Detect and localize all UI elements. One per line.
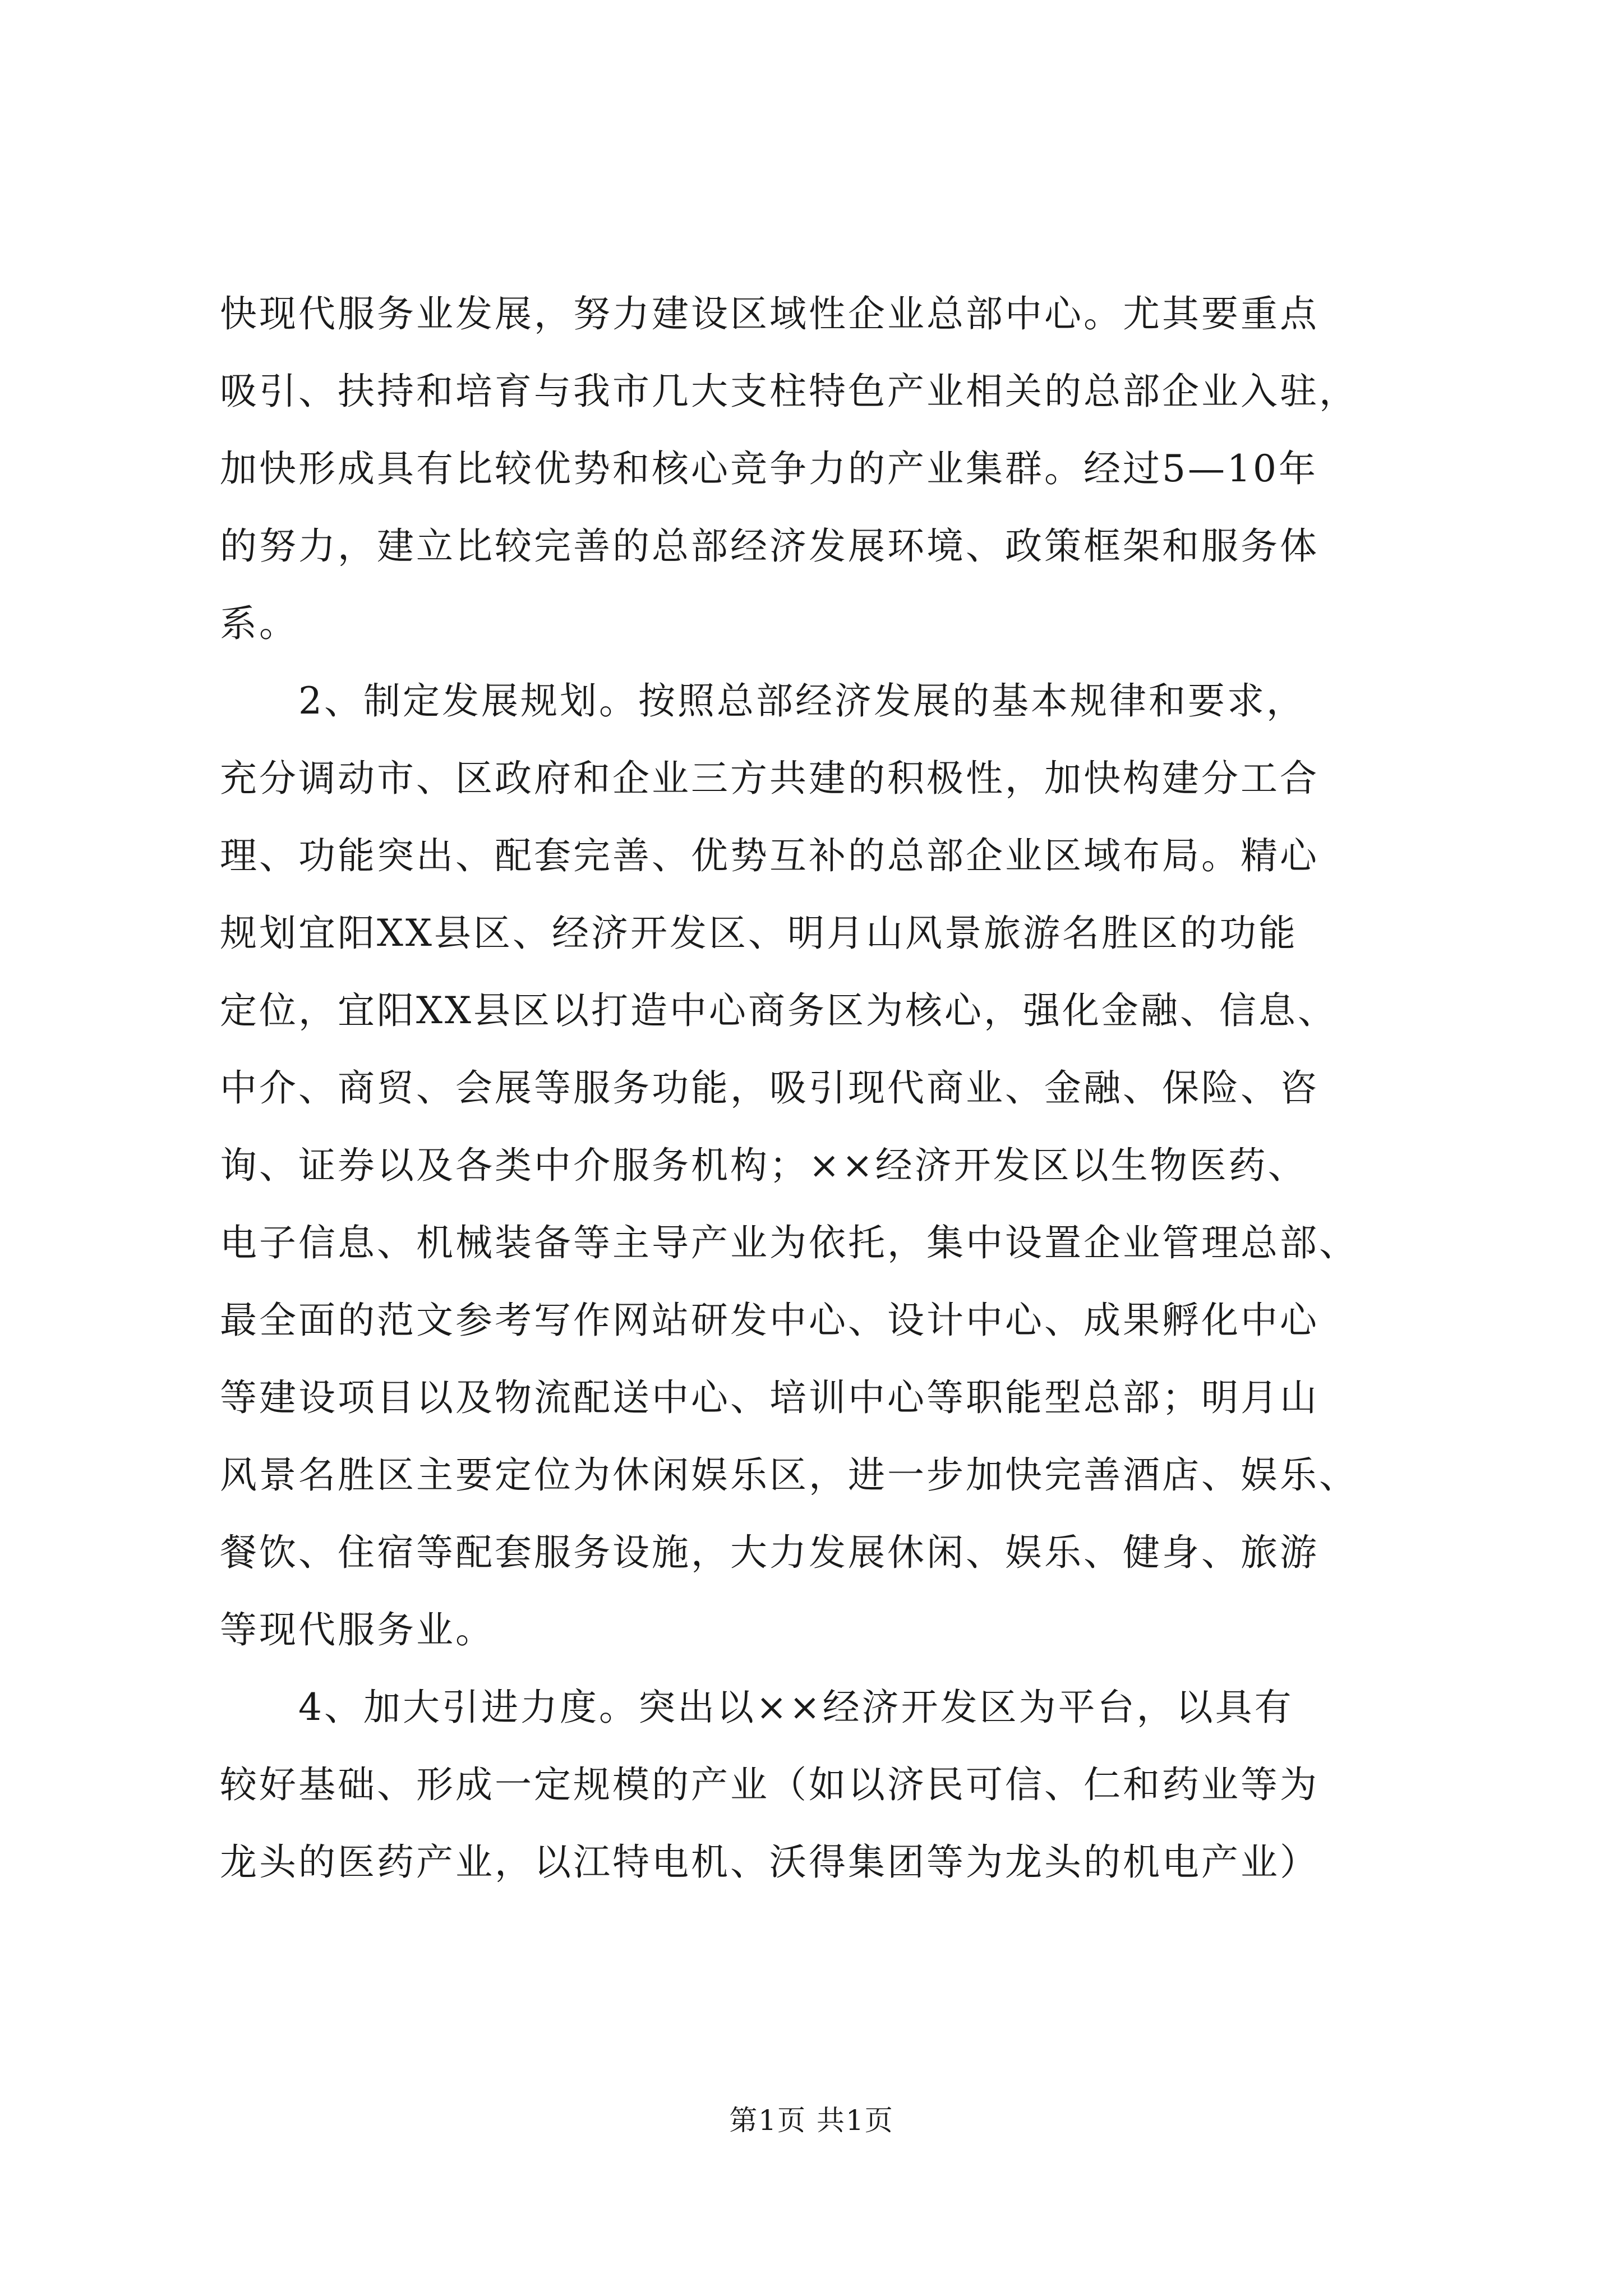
paragraph-line: 风景名胜区主要定位为休闲娱乐区，进一步加快完善酒店、娱乐、 <box>220 1453 1358 1497</box>
paragraph-line: 中介、商贸、会展等服务功能，吸引现代商业、金融、保险、咨 <box>220 1066 1319 1110</box>
paragraph-line: 快现代服务业发展，努力建设区域性企业总部中心。尤其要重点 <box>220 292 1319 335</box>
paragraph-line: 龙头的医药产业，以江特电机、沃得集团等为龙头的机电产业） <box>220 1841 1319 1884</box>
paragraph-line: 理、功能突出、配套完善、优势互补的总部企业区域布局。精心 <box>220 834 1319 877</box>
paragraph-line: 等建设项目以及物流配送中心、培训中心等职能型总部；明月山 <box>220 1376 1319 1419</box>
paragraph-line: 的努力，建立比较完善的总部经济发展环境、政策框架和服务体 <box>220 524 1319 568</box>
paragraph-line: 加快形成具有比较优势和核心竞争力的产业集群。经过5—10年 <box>220 447 1318 490</box>
paragraph-line: 定位，宜阳XX县区以打造中心商务区为核心，强化金融、信息、 <box>220 989 1337 1032</box>
paragraph-line: 电子信息、机械装备等主导产业为依托，集中设置企业管理总部、 <box>220 1221 1358 1264</box>
paragraph-line: 充分调动市、区政府和企业三方共建的积极性，加快构建分工合 <box>220 757 1319 800</box>
paragraph-line: 2、制定发展规划。按照总部经济发展的基本规律和要求， <box>298 679 1306 723</box>
page-footer: 第1页 共1页 <box>729 2104 894 2137</box>
paragraph-line: 4、加大引进力度。突出以××经济开发区为平台，以具有 <box>298 1686 1294 1729</box>
paragraph-line: 询、证券以及各类中介服务机构；××经济开发区以生物医药、 <box>220 1144 1307 1187</box>
paragraph-line: 较好基础、形成一定规模的产业（如以济民可信、仁和药业等为 <box>220 1763 1319 1806</box>
paragraph-line: 吸引、扶持和培育与我市几大支柱特色产业相关的总部企业入驻， <box>220 370 1358 413</box>
paragraph-line: 最全面的范文参考写作网站研发中心、设计中心、成果孵化中心 <box>220 1299 1319 1342</box>
paragraph-line: 等现代服务业。 <box>220 1608 495 1651</box>
paragraph-line: 规划宜阳XX县区、经济开发区、明月山风景旅游名胜区的功能 <box>220 912 1298 955</box>
paragraph-line: 系。 <box>220 602 298 645</box>
paragraph-line: 餐饮、住宿等配套服务设施，大力发展休闲、娱乐、健身、旅游 <box>220 1531 1319 1574</box>
